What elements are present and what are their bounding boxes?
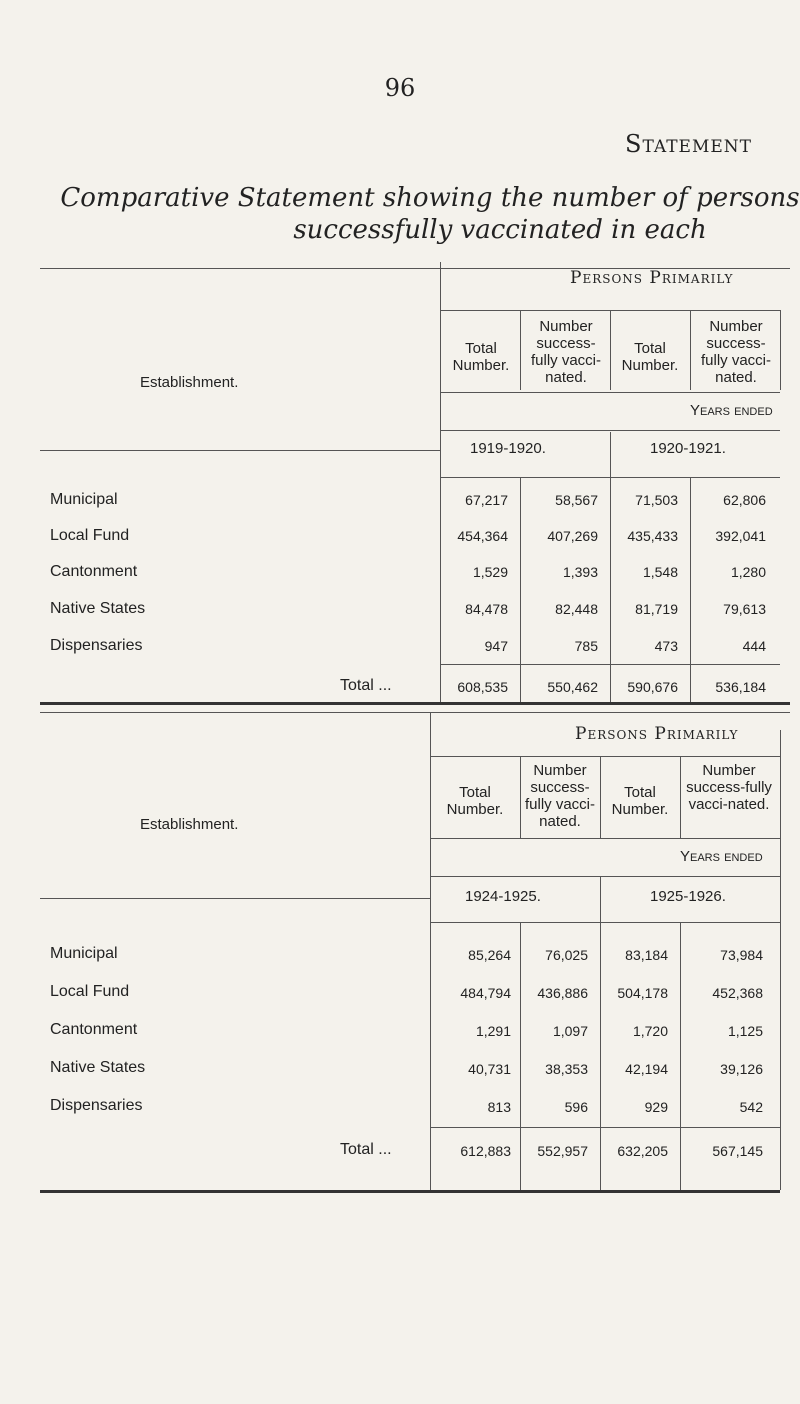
cell: 83,184 (625, 947, 668, 963)
cell: 1,548 (642, 564, 678, 580)
cell: 504,178 (617, 985, 668, 1001)
cell: 452,368 (712, 985, 763, 1001)
column-header: Number success-fully vacci-nated. (524, 762, 595, 830)
column-header: Total Number. (621, 340, 679, 374)
years-ended: Years ended (680, 848, 763, 865)
cell: 79,613 (723, 601, 766, 617)
establishment-header: Establishment. (140, 374, 239, 391)
cell: 813 (487, 1099, 511, 1115)
total-cell: 632,205 (617, 1143, 668, 1159)
row-label: Cantonment (50, 1021, 138, 1038)
table-row (50, 1021, 137, 1039)
table-row (50, 1097, 142, 1115)
total-cell: 552,957 (537, 1143, 588, 1159)
cell: 82,448 (555, 601, 598, 617)
column-header: Total Number. (446, 784, 504, 818)
heading-line-2: successfully vaccinated in each (293, 215, 707, 245)
cell: 392,041 (715, 528, 766, 544)
cell: 76,025 (545, 947, 588, 963)
row-label: Dispensaries (50, 637, 143, 654)
row-label: Local Fund (50, 983, 130, 1000)
cell: 84,478 (465, 601, 508, 617)
cell: 407,269 (547, 528, 598, 544)
total-label: Total ... (340, 1141, 392, 1158)
cell: 67,217 (465, 492, 508, 508)
cell: 947 (484, 638, 508, 654)
total-cell: 550,462 (547, 679, 598, 695)
cell: 454,364 (457, 528, 508, 544)
cell: 85,264 (468, 947, 511, 963)
cell: 81,719 (635, 601, 678, 617)
total-cell: 608,535 (457, 679, 508, 695)
row-label: Native States (50, 600, 146, 617)
years-ended: Years ended (690, 402, 773, 419)
cell: 1,097 (552, 1023, 588, 1039)
period-label: 1924-1925. (465, 888, 541, 905)
cell: 62,806 (723, 492, 766, 508)
cell: 1,291 (475, 1023, 511, 1039)
column-header: Number success-fully vacci-nated. (686, 762, 772, 813)
cell: 484,794 (460, 985, 511, 1001)
cell: 785 (574, 638, 598, 654)
cell: 58,567 (555, 492, 598, 508)
cell: 929 (644, 1099, 668, 1115)
cell: 596 (564, 1099, 588, 1115)
cell: 435,433 (627, 528, 678, 544)
column-header: Total Number. (452, 340, 510, 374)
cell: 38,353 (545, 1061, 588, 1077)
column-header: Total Number. (611, 784, 669, 818)
period-label: 1919-1920. (470, 440, 546, 457)
establishment-header: Establishment. (140, 816, 239, 833)
row-label: Municipal (50, 491, 118, 508)
cell: 542 (739, 1099, 763, 1115)
table-row (50, 983, 129, 1001)
span-heading: Persons Primarily (575, 724, 739, 744)
row-label: Dispensaries (50, 1097, 143, 1114)
row-label: Municipal (50, 945, 118, 962)
row-label: Local Fund (50, 527, 130, 544)
cell: 73,984 (720, 947, 763, 963)
cell: 40,731 (468, 1061, 511, 1077)
period-label: 1920-1921. (650, 440, 726, 457)
cell: 42,194 (625, 1061, 668, 1077)
cell: 39,126 (720, 1061, 763, 1077)
period-label: 1925-1926. (650, 888, 726, 905)
page-number: 96 (384, 74, 416, 102)
total-cell: 612,883 (460, 1143, 511, 1159)
cell: 1,529 (472, 564, 508, 580)
cell: 71,503 (635, 492, 678, 508)
section-title: Statement (625, 130, 752, 158)
row-label: Native States (50, 1059, 146, 1076)
cell: 444 (742, 638, 766, 654)
total-cell: 536,184 (715, 679, 766, 695)
row-label: Cantonment (50, 563, 138, 580)
total-label: Total ... (340, 677, 392, 694)
table-row (50, 1059, 145, 1077)
table-row (50, 945, 118, 963)
total-cell: 590,676 (627, 679, 678, 695)
column-header: Number success-fully vacci-nated. (700, 318, 771, 386)
cell: 1,280 (730, 564, 766, 580)
column-header: Number success-fully vacci-nated. (530, 318, 601, 386)
span-heading: Persons Primarily (570, 268, 734, 288)
total-cell: 567,145 (712, 1143, 763, 1159)
cell: 1,393 (562, 564, 598, 580)
cell: 473 (654, 638, 678, 654)
heading-line-1: Comparative Statement showing the number of persons (60, 183, 800, 213)
cell: 436,886 (537, 985, 588, 1001)
cell: 1,720 (632, 1023, 668, 1039)
cell: 1,125 (727, 1023, 763, 1039)
